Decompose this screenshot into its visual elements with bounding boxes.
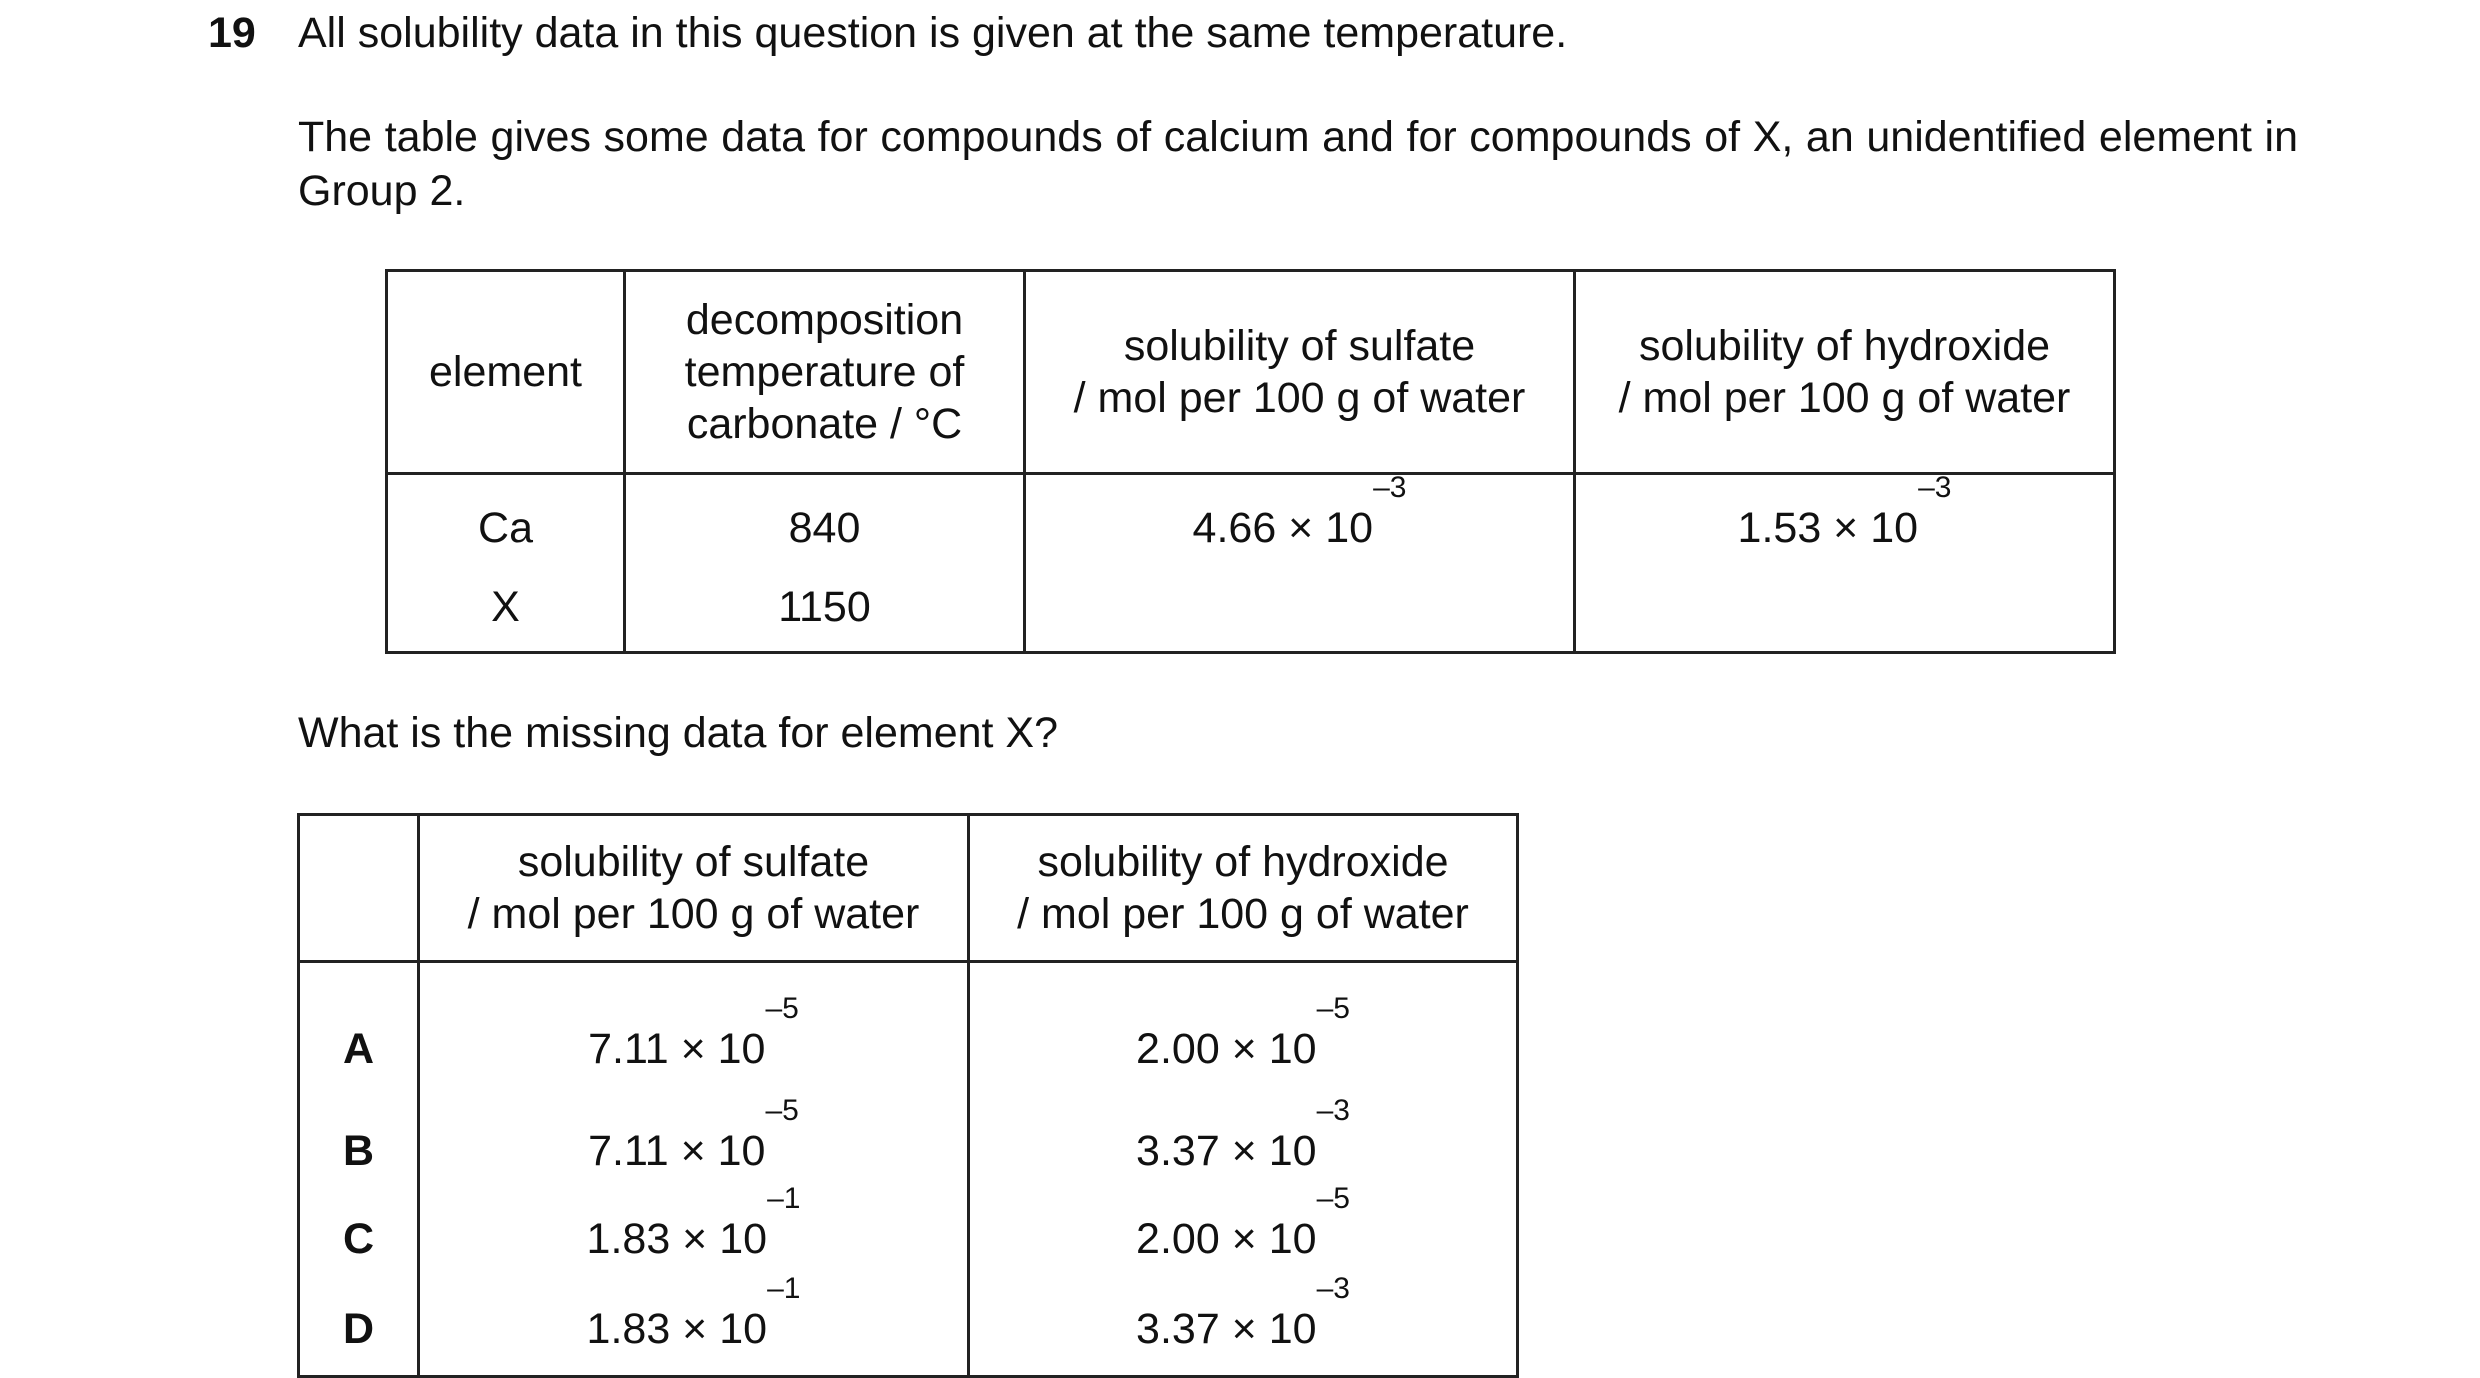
header-hydroxide-solubility: solubility of hydroxide / mol per 100 g of water (1575, 271, 2115, 474)
cell-sulfate (1025, 581, 1575, 653)
option-letter: A (299, 962, 419, 1108)
cell-decomposition: 840 (625, 474, 1025, 582)
data-table-header-row (387, 271, 2115, 474)
option-sulfate: $1.83 \times 10^{-1}$ (419, 1195, 969, 1283)
cell-element: Ca (387, 474, 625, 582)
option-row-a[interactable] (299, 962, 1518, 1108)
context-paragraph: The table gives some data for compounds of calcium and for compounds of X, an unidentified element in Group 2. (298, 113, 2298, 215)
option-row-c[interactable] (299, 1195, 1518, 1283)
option-hydroxide: $3.37 \times 10^{-3}$ (969, 1283, 1518, 1377)
option-hydroxide: $2.00 \times 10^{-5}$ (969, 1195, 1518, 1283)
option-letter: C (299, 1195, 419, 1283)
intro-text: All solubility data in this question is given at the same temperature. (298, 9, 1568, 57)
question-text: What is the missing data for element X? (298, 709, 1059, 757)
header-hydroxide-solubility: solubility of hydroxide / mol per 100 g of water (969, 815, 1518, 962)
cell-sulfate: $4.66 \times 10^{-3}$ (1025, 474, 1575, 582)
option-sulfate: $7.11 \times 10^{-5}$ (419, 1107, 969, 1195)
cell-hydroxide: $1.53 \times 10^{-3}$ (1575, 474, 2115, 582)
header-sulfate-solubility: solubility of sulfate / mol per 100 g of water (419, 815, 969, 962)
header-decomposition: decomposition temperature of carbonate / °C (625, 271, 1025, 474)
header-sulfate-solubility: solubility of sulfate / mol per 100 g of water (1025, 271, 1575, 474)
table-row (387, 474, 2115, 582)
options-table (297, 813, 1519, 1378)
header-option-letter (299, 815, 419, 962)
option-row-d[interactable] (299, 1283, 1518, 1377)
options-header-row (299, 815, 1518, 962)
data-table (385, 269, 2116, 654)
cell-element: X (387, 581, 625, 653)
cell-hydroxide (1575, 581, 2115, 653)
question-number: 19 (208, 9, 256, 57)
option-letter: B (299, 1107, 419, 1195)
table-row (387, 581, 2115, 653)
option-hydroxide: $2.00 \times 10^{-5}$ (969, 962, 1518, 1108)
option-sulfate: $1.83 \times 10^{-1}$ (419, 1283, 969, 1377)
option-letter: D (299, 1283, 419, 1377)
cell-decomposition: 1150 (625, 581, 1025, 653)
option-hydroxide: $3.37 \times 10^{-3}$ (969, 1107, 1518, 1195)
option-sulfate: $7.11 \times 10^{-5}$ (419, 962, 969, 1108)
header-element: element (387, 271, 625, 474)
